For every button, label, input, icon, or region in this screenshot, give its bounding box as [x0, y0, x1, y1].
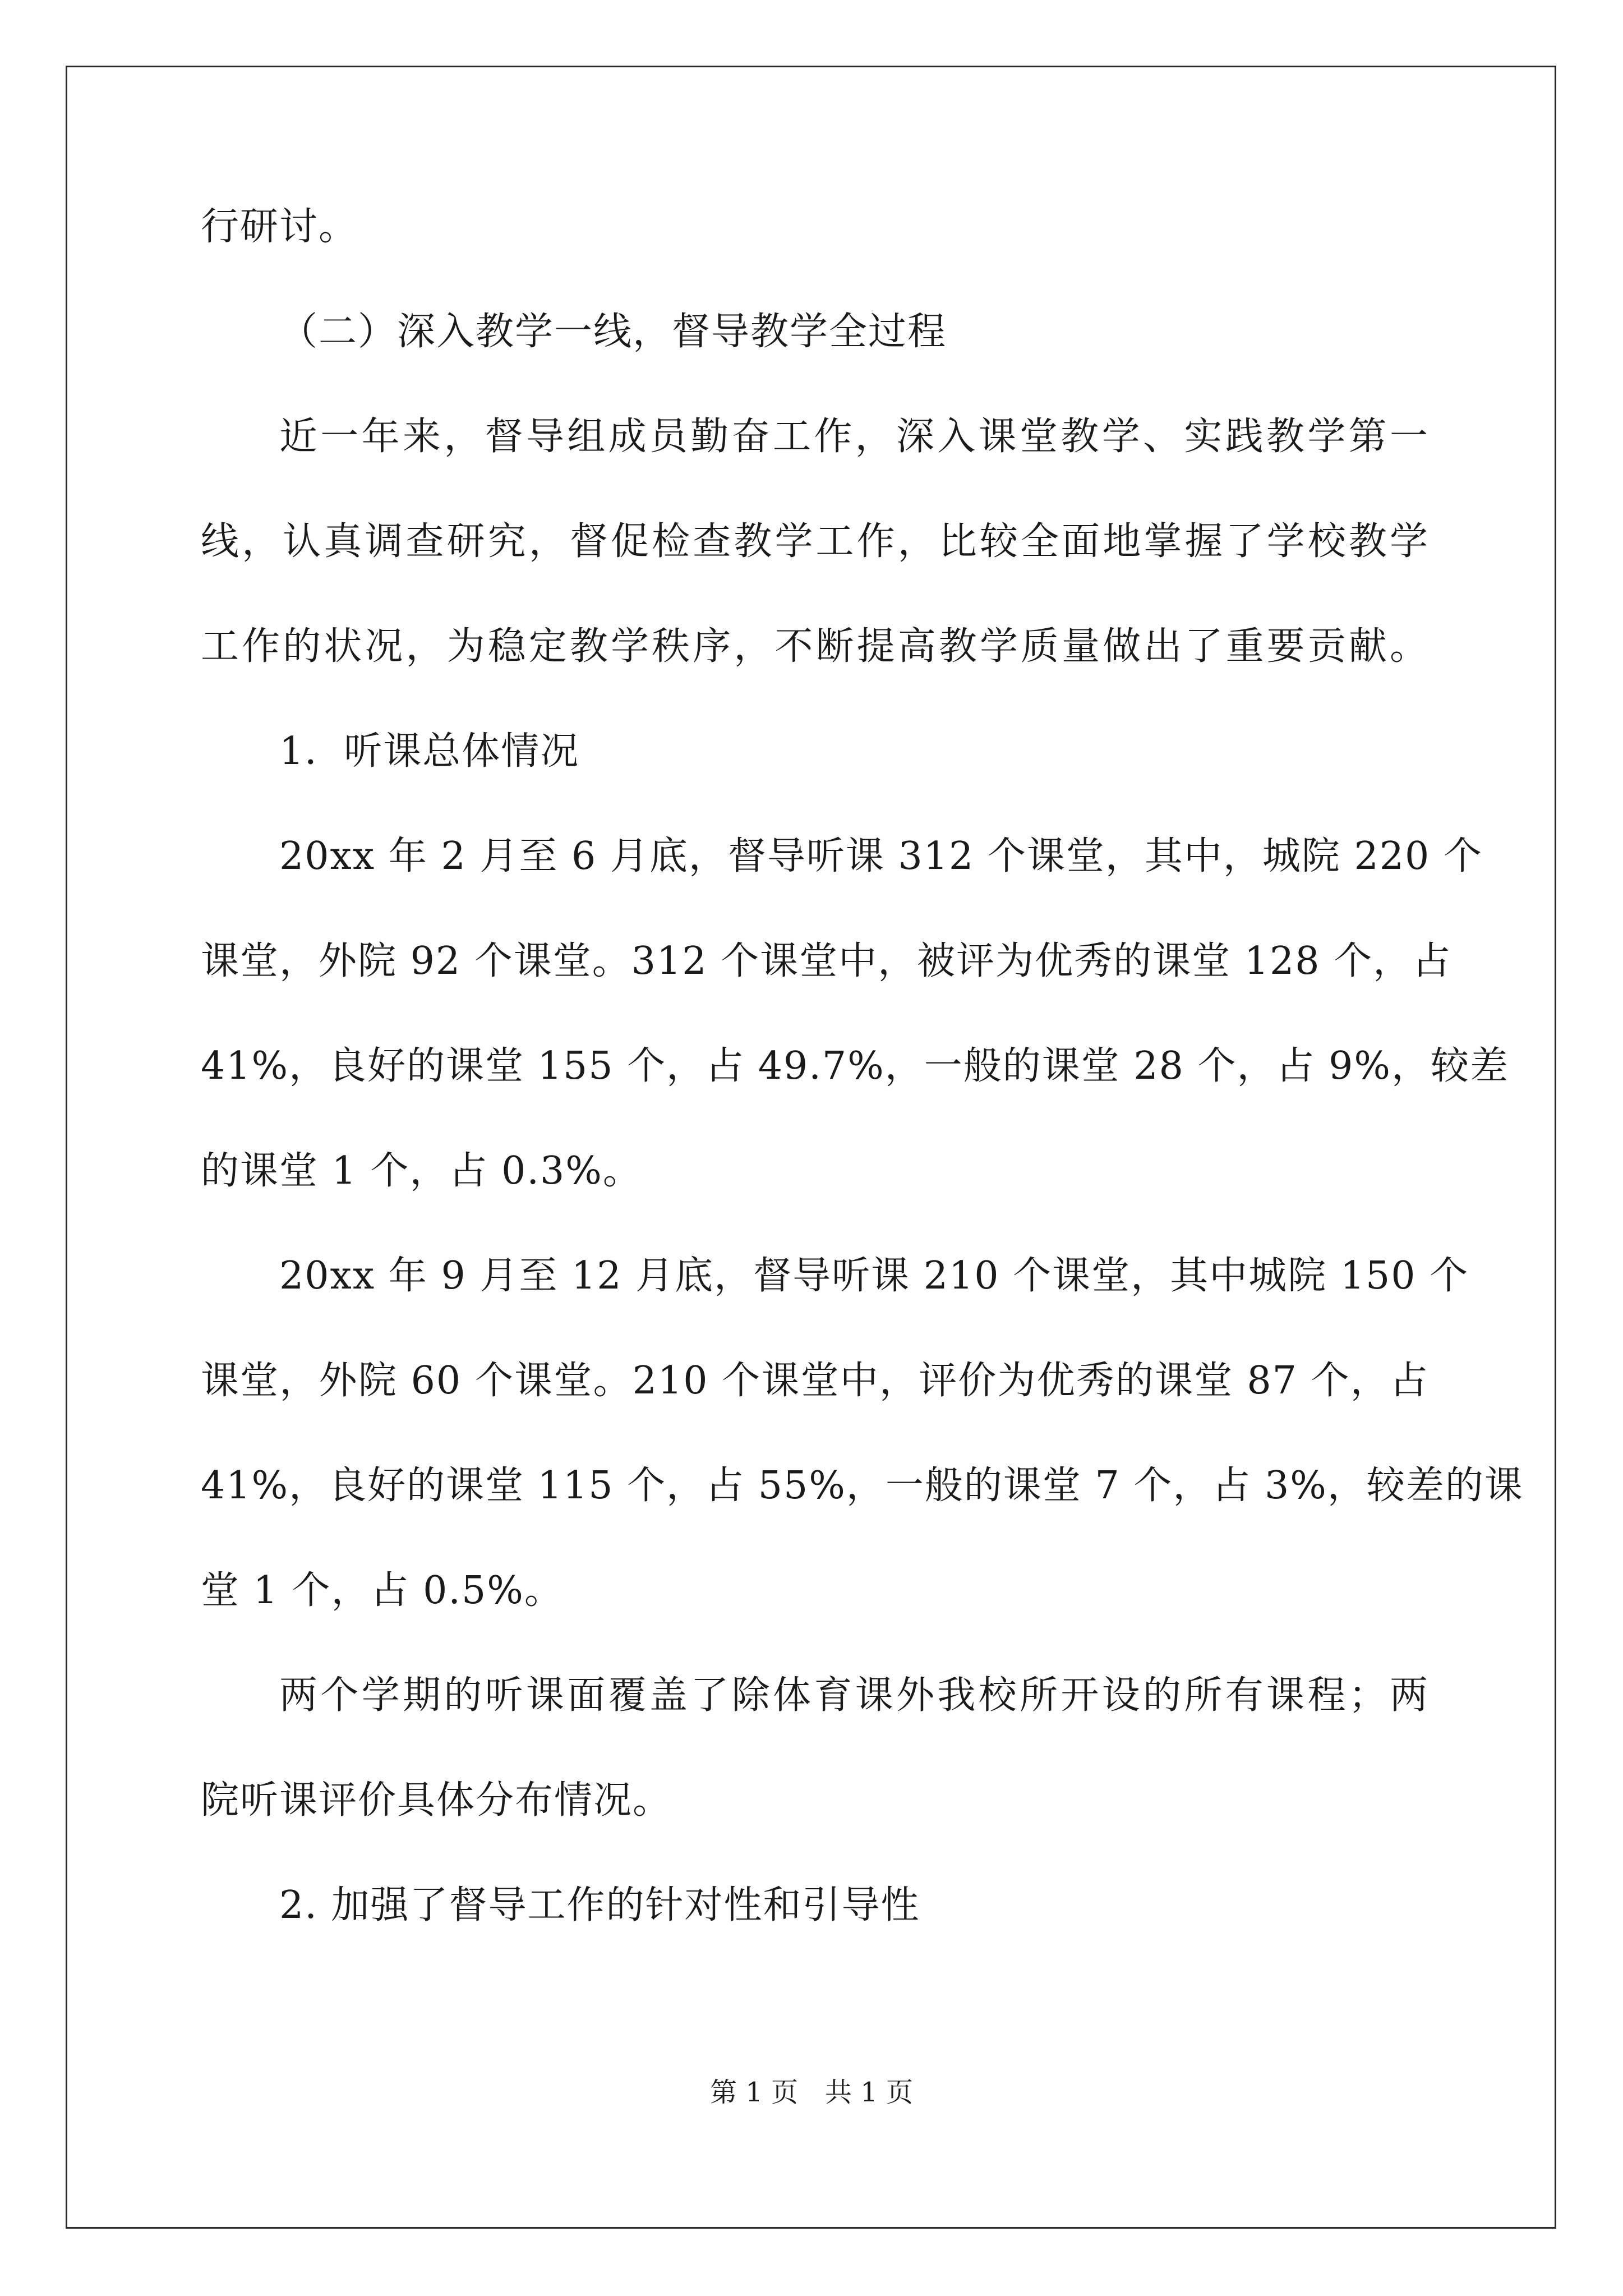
paragraph-line: 20xx 年 9 月至 12 月底，督导听课 210 个课堂，其中城院 150 个 — [279, 1254, 1469, 1298]
paragraph-line: 堂 1 个，占 0.5%。 — [201, 1568, 564, 1613]
paragraph-line: 院听课评价具体分布情况。 — [201, 1778, 672, 1823]
paragraph-line: 工作的状况，为稳定教学秩序，不断提高教学质量做出了重要贡献。 — [201, 624, 1429, 669]
paragraph-line: 行研讨。 — [201, 205, 358, 249]
page-number-footer: 第 1 页 共 1 页 — [709, 2077, 914, 2108]
paragraph-line: 两个学期的听课面覆盖了除体育课外我校所开设的所有课程；两 — [279, 1673, 1429, 1718]
paragraph-line: 20xx 年 2 月至 6 月底，督导听课 312 个课堂，其中，城院 220 个 — [279, 834, 1483, 878]
paragraph-line: 课堂，外院 92 个课堂。312 个课堂中，被评为优秀的课堂 128 个，占 — [201, 939, 1452, 983]
paragraph-line: 近一年来，督导组成员勤奋工作，深入课堂教学、实践教学第一 — [279, 415, 1429, 459]
paragraph-line: 41%，良好的课堂 155 个，占 49.7%，一般的课堂 28 个，占 9%，较差 — [201, 1044, 1510, 1088]
paragraph-line: 的课堂 1 个，占 0.3%。 — [201, 1149, 642, 1193]
paragraph-line: 41%，良好的课堂 115 个，占 55%，一般的课堂 7 个，占 3%，较差的课 — [201, 1464, 1524, 1508]
subsection-heading: 2. 加强了督导工作的针对性和引导性 — [279, 1883, 920, 1927]
paragraph-line: 课堂，外院 60 个课堂。210 个课堂中，评价为优秀的课堂 87 个，占 — [201, 1359, 1429, 1403]
section-heading: （二）深入教学一线，督导教学全过程 — [279, 310, 947, 354]
paragraph-line: 线，认真调查研究，督促检查教学工作，比较全面地掌握了学校教学 — [201, 519, 1429, 564]
document-body — [201, 202, 1524, 1931]
subsection-heading: 1．听课总体情况 — [279, 729, 580, 774]
